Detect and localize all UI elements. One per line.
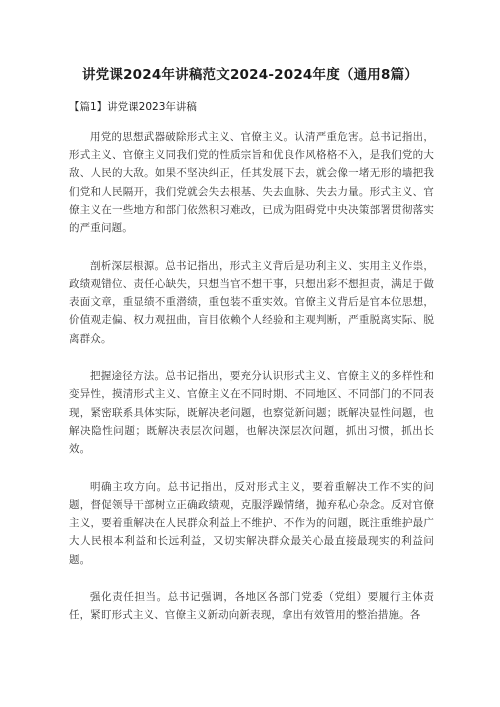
paragraph: 明确主攻方向。总书记指出，反对形式主义，要着重解决工作不实的问题，督促领导干部树立正确政绩观，克服浮躁情绪，抛弃私心杂念。反对官僚主义，要着重解决在人民群众利益上不维护、不作为的问题，既注重维护最广大人民根本利益和长远利益，又切实解决群众最关心最直接最现实的利益问题。 [69,480,434,566]
paragraph: 强化责任担当。总书记强调，各地区各部门党委（党组）要履行主体责任，紧盯形式主义、官僚主义新动向新表现，拿出有效管用的整治措施。各 [69,591,434,622]
section-heading: 【篇1】讲党课2023年讲稿 [69,101,197,113]
document-title: 讲党课2024年讲稿范文2024-2024年度（通用8篇） [81,67,418,83]
paragraph: 用党的思想武器破除形式主义、官僚主义。认清严重危害。总书记指出，形式主义、官僚主义同我们党的性质宗旨和优良作风格格不入，是我们党的大敌、人民的大敌。如果不坚决纠正，任其发展下去，就会像一堵无形的墙把我们党和人民隔开，我们党就会失去根基、失去血脉、失去力量。形式主义、官僚主义在一些地方和部门依然积习难改，已成为阻碍党中央决策部署贯彻落实的严重问题。 [69,131,434,235]
paragraph: 把握途径方法。总书记指出，要充分认识形式主义、官僚主义的多样性和变异性，摸清形式主义、官僚主义在不同时期、不同地区、不同部门的不同表现，紧密联系具体实际，既解决老问题，也察觉新问题；既解决显性问题，也解决隐性问题；既解决表层次问题，也解决深层次问题，抓出习惯，抓出长效。 [69,370,434,456]
document-body [69,128,434,644]
paragraph: 剖析深层根源。总书记指出，形式主义背后是功利主义、实用主义作祟，政绩观错位、责任心缺失，只想当官不想干事，只想出彩不想担责，满足于做表面文章，重显绩不重潜绩，重包装不重实效。官僚主义背后是官本位思想，价值观走偏、权力观扭曲，盲目依赖个人经验和主观判断，严重脱离实际、脱离群众。 [69,259,434,345]
